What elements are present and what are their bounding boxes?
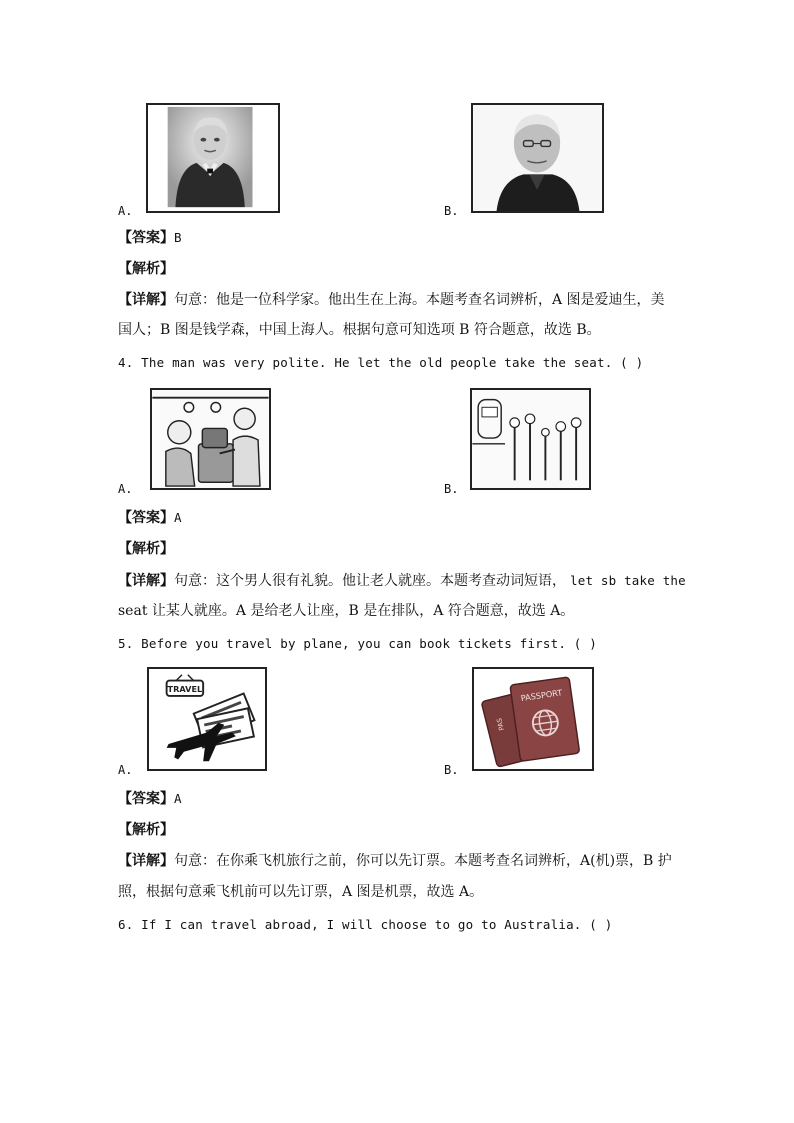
passport-icon [474, 669, 592, 769]
option-a-label: A. [118, 204, 133, 218]
question-5: 5. Before you travel by plane, you can book tickets first. ( ) [118, 636, 597, 651]
option-a-label: A. [118, 482, 133, 496]
analysis-label: 【解析】 [118, 822, 174, 838]
detail-row-2: 照，根据句意乘飞机前可以先订票，A 图是机票，故选 A。 [118, 884, 484, 900]
option-b-label: B. [444, 763, 459, 777]
question-6: 6. If I can travel abroad, I will choose to go to Australia. ( ) [118, 917, 613, 932]
detail-text-1-en: let sb take the [570, 573, 686, 588]
option-a-image-seat [150, 388, 271, 490]
detail-row-1 [118, 851, 672, 871]
option-b-image-passport [472, 667, 594, 771]
detail-row-2: 国人；B 图是钱学森，中国上海人。根据句意可知选项 B 符合题意，故选 B。 [118, 322, 601, 338]
answer-value: B [174, 230, 182, 245]
passport-text: PASSPORT [520, 687, 563, 704]
plane-tickets-icon [149, 669, 265, 769]
answer-row [118, 789, 182, 809]
analysis-label: 【解析】 [118, 541, 174, 557]
queue-icon [472, 390, 589, 488]
option-b-image-qian [471, 103, 604, 213]
option-a-image-edison [146, 103, 280, 213]
qian-portrait-icon [473, 105, 602, 211]
detail-row-1 [118, 290, 665, 310]
passport-back-text: PAS [495, 717, 506, 732]
give-seat-icon [152, 390, 269, 488]
option-a-label: A. [118, 763, 133, 777]
detail-text-1: 句意：在你乘飞机旅行之前，你可以先订票。本题考查名词辨析，A(机)票，B 护 [174, 853, 672, 869]
option-b-label: B. [444, 204, 459, 218]
option-b-label: B. [444, 482, 459, 496]
detail-label: 【详解】 [118, 573, 174, 589]
detail-row-1 [118, 571, 686, 591]
question-4: 4. The man was very polite. He let the old people take the seat. ( ) [118, 355, 644, 370]
option-a-image-tickets [147, 667, 267, 771]
detail-text-1: 句意：他是一位科学家。他出生在上海。本题考查名词辨析，A 图是爱迪生，美 [174, 292, 665, 308]
detail-label: 【详解】 [118, 292, 174, 308]
answer-row [118, 228, 182, 248]
answer-label: 【答案】 [118, 510, 174, 526]
answer-value: A [174, 510, 182, 525]
analysis-label: 【解析】 [118, 261, 174, 277]
detail-row-2: seat 让某人就座。A 是给老人让座，B 是在排队，A 符合题意，故选 A。 [118, 603, 575, 619]
edison-portrait-icon [148, 105, 278, 211]
answer-label: 【答案】 [118, 791, 174, 807]
detail-label: 【详解】 [118, 853, 174, 869]
option-b-image-queue [470, 388, 591, 490]
answer-row [118, 508, 182, 528]
answer-label: 【答案】 [118, 230, 174, 246]
detail-text-1: 句意：这个男人很有礼貌。他让老人就座。本题考查动词短语， [174, 573, 566, 589]
answer-value: A [174, 791, 182, 806]
travel-sign-text: TRAVEL [167, 684, 203, 695]
